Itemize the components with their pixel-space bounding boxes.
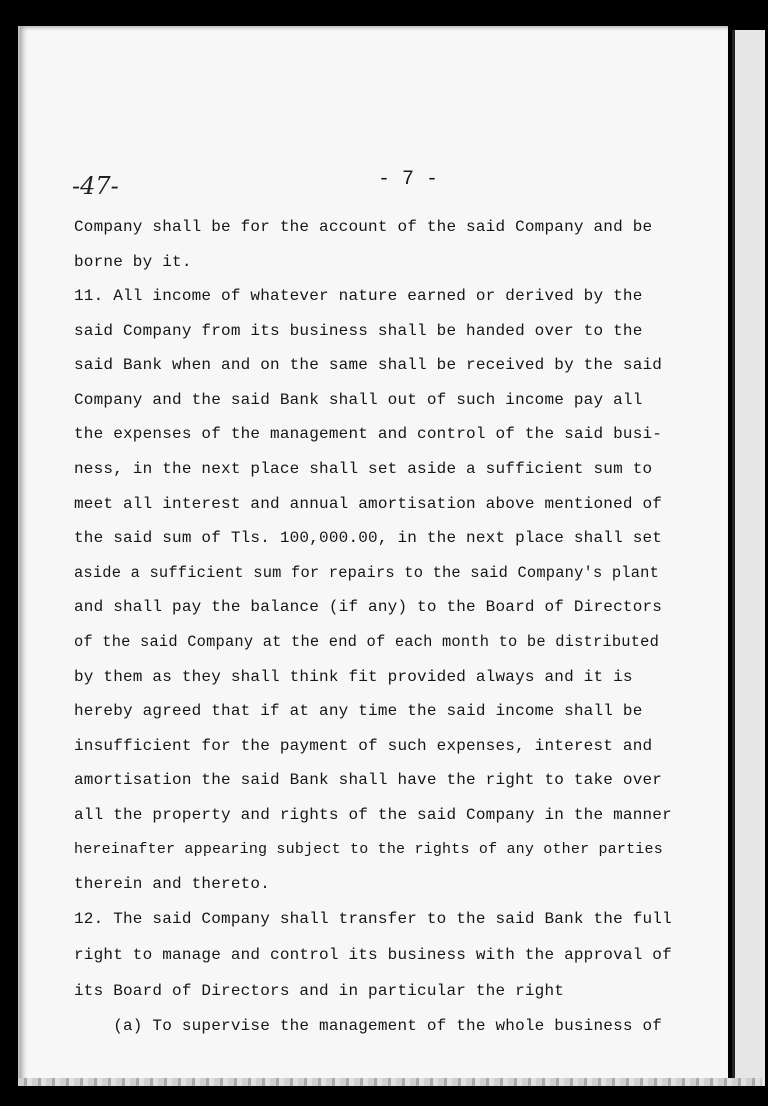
text-line: hereby agreed that if at any time the said income shall be <box>74 702 643 720</box>
text-line: all the property and rights of the said Company in the manner <box>74 806 672 824</box>
text-line: the expenses of the management and control of the said busi- <box>74 425 663 443</box>
text-line: hereinafter appearing subject to the rights of any other parties <box>74 841 663 858</box>
text-line: by them as they shall think fit provided always and it is <box>74 668 633 686</box>
text-line: amortisation the said Bank shall have the right to take over <box>74 771 663 789</box>
page-bottom-edge <box>18 1078 762 1086</box>
text-line: insufficient for the payment of such expenses, interest and <box>74 737 653 755</box>
text-line: (a) To supervise the management of the whole business of <box>74 1017 663 1035</box>
text-line: 11. All income of whatever nature earned or derived by the <box>74 287 643 305</box>
text-line: of the said Company at the end of each month to be distributed <box>74 633 660 651</box>
text-line: the said sum of Tls. 100,000.00, in the next place shall set <box>74 529 663 547</box>
text-line: 12. The said Company shall transfer to the said Bank the full <box>74 910 672 928</box>
next-page-edge <box>732 30 765 1086</box>
text-line: aside a sufficient sum for repairs to the said Company's plant <box>74 564 660 582</box>
text-line: therein and thereto. <box>74 875 271 893</box>
text-line: Company and the said Bank shall out of such income pay all <box>74 391 643 409</box>
text-line: borne by it. <box>74 253 192 271</box>
text-line: its Board of Directors and in particular the right <box>74 982 565 1000</box>
text-line: and shall pay the balance (if any) to the Board of Directors <box>74 598 663 616</box>
text-line: said Bank when and on the same shall be received by the said <box>74 356 663 374</box>
text-line: Company shall be for the account of the said Company and be <box>74 218 653 236</box>
text-line: meet all interest and annual amortisation above mentioned of <box>74 495 663 513</box>
handwritten-folio-number: -47- <box>72 172 119 200</box>
page-number: - 7 - <box>378 168 439 191</box>
text-line: right to manage and control its business with the approval of <box>74 946 672 964</box>
text-line: ness, in the next place shall set aside a sufficient sum to <box>74 460 653 478</box>
text-line: said Company from its business shall be handed over to the <box>74 322 643 340</box>
